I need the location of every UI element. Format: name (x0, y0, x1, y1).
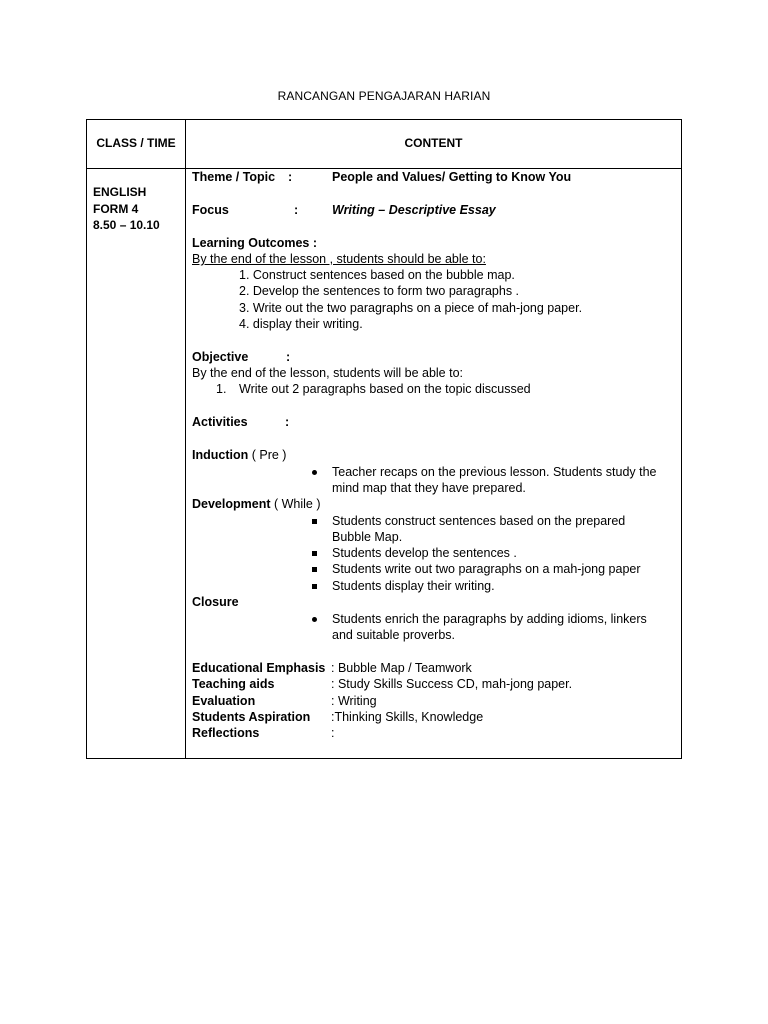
round-bullet-icon (309, 464, 319, 480)
column-divider (185, 120, 186, 758)
activities-label: Activities (192, 415, 248, 429)
development-stage: ( While ) (270, 497, 321, 511)
development-heading (192, 496, 321, 512)
induction-stage: ( Pre ) (248, 448, 287, 462)
square-bullet-icon (309, 545, 319, 561)
focus-label: Focus (192, 203, 229, 217)
objective-label: Objective (192, 350, 249, 364)
students-aspiration-label: Students Aspiration (192, 710, 311, 724)
document-title: RANCANGAN PENGAJARAN HARIAN (277, 89, 491, 103)
closure-line: Students enrich the paragraphs by adding idioms, linkers (332, 612, 647, 626)
class-form: FORM 4 (93, 201, 139, 216)
learning-outcome-item: 2. Develop the sentences to form two paragraphs . (239, 284, 520, 298)
theme-value: People and Values/ Getting to Know You (332, 170, 572, 184)
induction-line: Teacher recaps on the previous lesson. Students study the (332, 465, 657, 479)
square-bullet-icon (309, 561, 319, 577)
square-bullet-icon (309, 513, 319, 529)
class-time-cell (93, 184, 183, 234)
square-bullet-icon (309, 578, 319, 594)
educational-emphasis-label: Educational Emphasis (192, 661, 326, 675)
objective-intro: By the end of the lesson, students will be able to: (192, 366, 464, 380)
reflections-label: Reflections (192, 726, 260, 740)
focus-colon: : (294, 203, 299, 217)
theme-label: Theme / Topic (192, 170, 276, 184)
teaching-aids-value: : Study Skills Success CD, mah-jong paper. (331, 677, 573, 691)
learning-outcomes-intro: By the end of the lesson , students should be able to: (192, 252, 486, 266)
development-item: Students write out two paragraphs on a mah-jong paper (332, 562, 641, 576)
students-aspiration-value: :Thinking Skills, Knowledge (331, 710, 484, 724)
reflections-value: : (331, 726, 335, 740)
objective-number: 1. (216, 382, 227, 396)
round-bullet-icon (309, 611, 319, 627)
class-time: 8.50 – 10.10 (93, 218, 160, 232)
lesson-plan-table (86, 119, 682, 759)
development-item: Students develop the sentences . (332, 546, 517, 560)
induction-line: mind map that they have prepared. (332, 481, 526, 495)
evaluation-value: : Writing (331, 694, 377, 708)
teaching-aids-label: Teaching aids (192, 677, 275, 691)
induction-heading (192, 447, 286, 463)
learning-outcome-item: 3. Write out the two paragraphs on a piece of mah-jong paper. (239, 301, 583, 315)
header-class-time: CLASS / TIME (96, 136, 176, 150)
closure-line: and suitable proverbs. (332, 628, 455, 642)
activities-colon: : (285, 415, 290, 429)
development-item: Bubble Map. (332, 530, 403, 544)
header-content: CONTENT (404, 136, 463, 150)
theme-colon: : (288, 170, 293, 184)
learning-outcome-item: 4. display their writing. (239, 317, 363, 331)
learning-outcomes-label: Learning Outcomes : (192, 236, 318, 250)
learning-outcome-item: 1. Construct sentences based on the bubble map. (239, 268, 515, 282)
development-item: Students construct sentences based on the prepared (332, 514, 626, 528)
objective-item: Write out 2 paragraphs based on the topic discussed (239, 382, 531, 396)
focus-value: Writing – Descriptive Essay (332, 203, 496, 217)
development-label: Development (192, 497, 271, 511)
induction-label: Induction (192, 448, 249, 462)
development-item: Students display their writing. (332, 579, 495, 593)
educational-emphasis-value: : Bubble Map / Teamwork (331, 661, 472, 675)
class-subject: ENGLISH (93, 185, 147, 199)
objective-colon: : (286, 350, 291, 364)
evaluation-label: Evaluation (192, 694, 256, 708)
closure-label: Closure (192, 595, 239, 609)
